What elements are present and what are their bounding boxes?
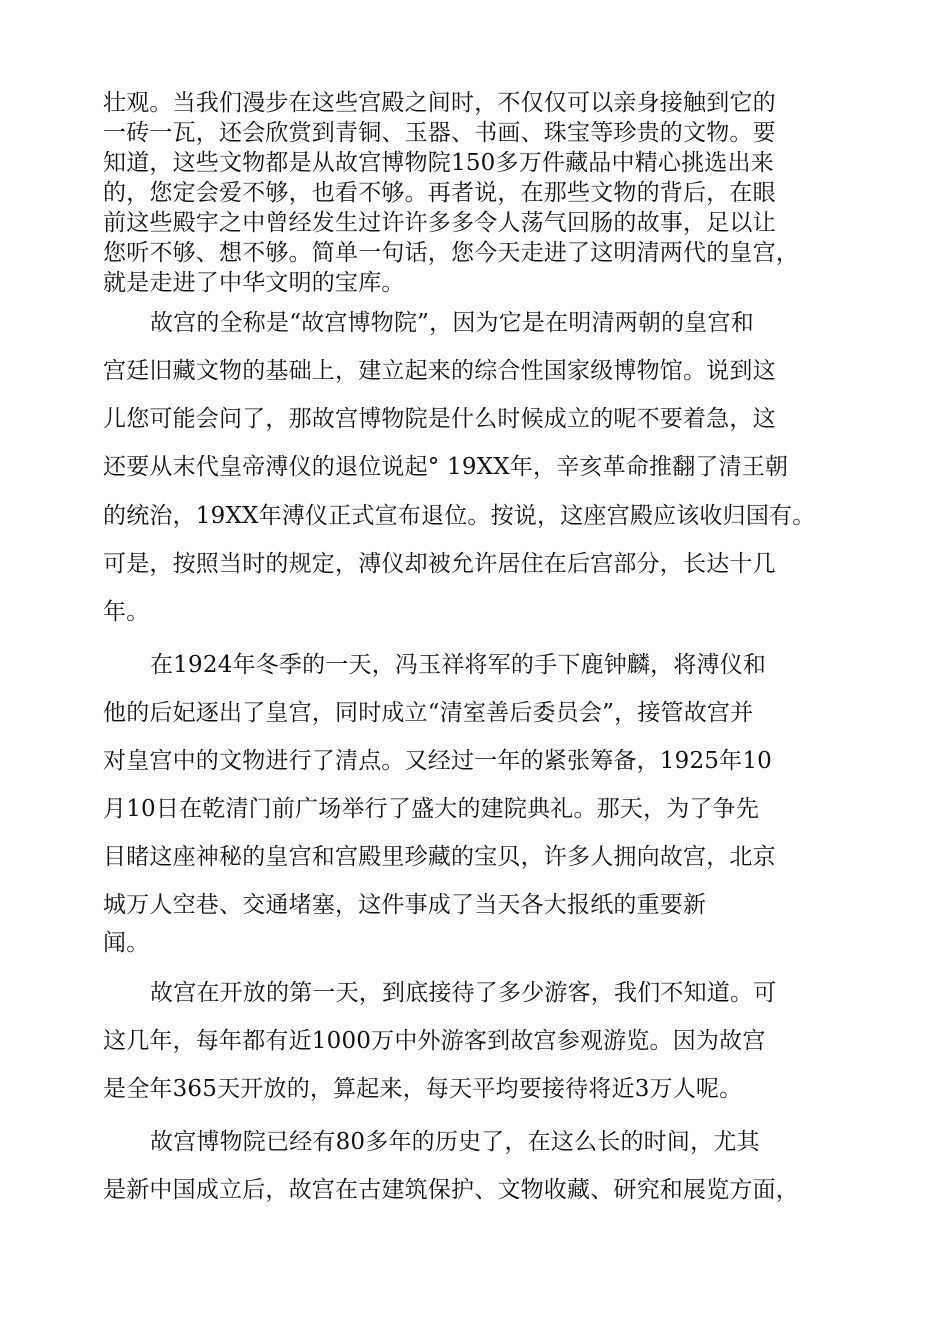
- text-line: 是全年365天开放的，算起来，每天平均要接待将近3万人呢。: [103, 1076, 743, 1102]
- text-line: 目睹这座神秘的皇宫和宫殿里珍藏的宝贝，许多人拥向故宫，北京: [103, 844, 776, 870]
- text-line: 儿您可能会问了，那故宫博物院是什么时候成立的呢不要着急，这: [103, 406, 776, 432]
- text-line: 闻。: [103, 930, 150, 956]
- text-line: 城万人空巷、交通堵塞，这件事成了当天各大报纸的重要新: [103, 892, 707, 918]
- text-line: 壮观。当我们漫步在这些宫殿之间时，不仅仅可以亲身接触到它的: [103, 90, 776, 116]
- text-line: 宫廷旧藏文物的基础上，建立起来的综合性国家级博物馆。说到这: [103, 358, 776, 384]
- text-line: 就是走进了中华文明的宝库。: [103, 270, 405, 296]
- text-line: 月10日在乾清门前广场举行了盛大的建院典礼。那天，为了争先: [103, 796, 760, 822]
- text-line: 还要从末代皇帝溥仪的退位说起° 19XX年，辛亥革命推翻了清王朝: [103, 454, 789, 480]
- text-line: 他的后妃逐出了皇宫，同时成立“清室善后委员会”，接管故宫并: [103, 700, 754, 726]
- text-line: 这几年，每年都有近1000万中外游客到故宫参观游览。因为故宫: [103, 1028, 766, 1054]
- text-line: 故宫的全称是“故宫博物院”，因为它是在明清两朝的皇宫和: [150, 310, 754, 336]
- text-line: 一砖一瓦，还会欣赏到青铜、玉器、书画、珠宝等珍贵的文物。要: [103, 120, 776, 146]
- text-line: 的，您定会爱不够，也看不够。再者说，在那些文物的背后，在眼: [103, 180, 776, 206]
- text-line: 可是，按照当时的规定，溥仪却被允许居住在后宫部分，长达十几: [103, 551, 776, 577]
- text-line: 故宫博物院已经有80多年的历史了，在这么长的时间，尤其: [150, 1129, 760, 1155]
- text-line: 您听不够、想不够。简单一句话，您今天走进了这明清两代的皇宫，: [103, 240, 799, 266]
- text-line: 是新中国成立后，故宫在古建筑保护、文物收藏、研究和展览方面，: [103, 1177, 799, 1203]
- text-line: 知道，这些文物都是从故宫博物院150多万件藏品中精心挑选出来: [103, 150, 774, 176]
- text-line: 的统治，19XX年溥仪正式宣布退位。按说，这座宫殿应该收归国有。: [103, 503, 816, 529]
- text-line: 前这些殿宇之中曾经发生过许许多多令人荡气回肠的故事，足以让: [103, 210, 776, 236]
- text-line: 对皇宫中的文物进行了清点。又经过一年的紧张筹备，1925年10: [103, 748, 772, 774]
- text-line: 在1924年冬季的一天，冯玉祥将军的手下鹿钟麟，将溥仪和: [150, 652, 767, 678]
- text-line: 故宫在开放的第一天，到底接待了多少游客，我们不知道。可: [150, 980, 777, 1006]
- text-line: 年。: [103, 599, 150, 625]
